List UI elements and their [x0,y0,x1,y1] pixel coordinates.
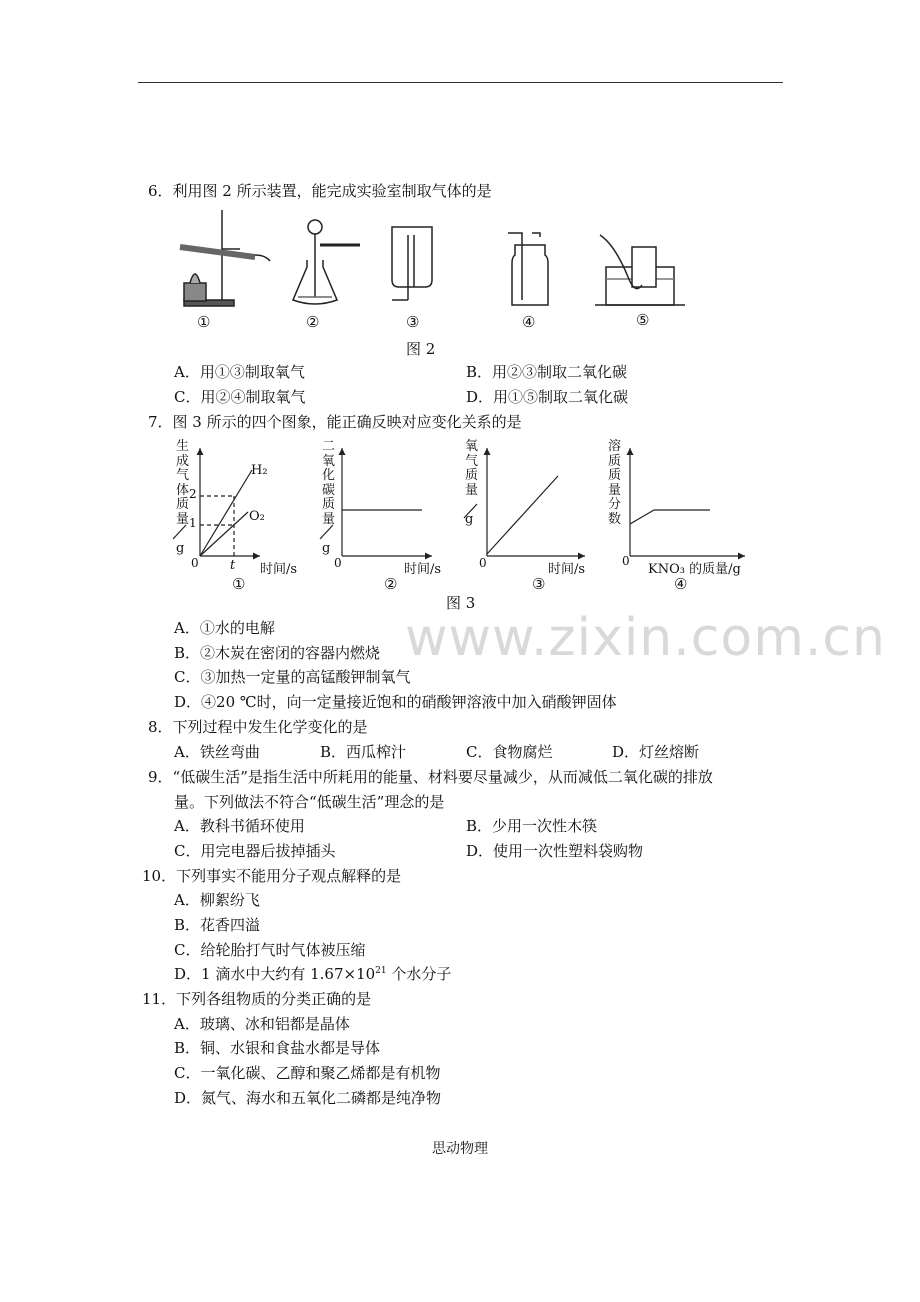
graph3-ylabel: 氧 气 质 量 g [465,439,479,527]
o2-line [200,512,248,556]
graph1-origin: 0 [191,556,199,570]
graph1-t-label: t [230,558,236,573]
q9-option-d: D．使用一次性塑料袋购物 [466,842,644,860]
q10-option-d: D．1 滴水中大约有 $1.67\times 10^{21}$ 个水分子 [174,965,452,983]
apparatus-1-icon [180,210,270,306]
label-4: ④ [522,313,536,331]
q6-option-d: D．用①⑤制取二氧化碳 [466,388,629,406]
graph-3 [464,448,585,556]
label-5: ⑤ [636,311,650,329]
label-3: ③ [406,313,420,331]
q10-option-b: B．花香四溢 [174,916,261,934]
graph2-number: ② [384,575,398,593]
graph-2 [320,448,432,556]
q6-stem: 6．利用图 2 所示装置，能完成实验室制取气体的是 [148,182,492,200]
q8-option-b: B．西瓜榨汁 [320,743,407,761]
q7-option-d: D．④20 ℃时，向一定量接近饱和的硝酸钾溶液中加入硝酸钾固体 [174,693,617,711]
q8-option-a: A．铁丝弯曲 [174,743,260,761]
graph3-origin: 0 [479,556,487,570]
label-2: ② [306,313,320,331]
q7-option-a: A．①水的电解 [174,619,275,637]
q11-option-d: D．氮气、海水和五氧化二磷都是纯净物 [174,1089,442,1107]
q9-option-c: C．用完电器后拔掉插头 [174,842,336,860]
q11-option-a: A．玻璃、冰和铝都是晶体 [174,1015,350,1033]
q11-option-b: B．铜、水银和食盐水都是导体 [174,1039,381,1057]
q6-option-a: A．用①③制取氧气 [174,363,305,381]
header-rule [138,82,783,83]
graph1-tick-2: 2 [189,487,197,501]
q9-option-a: A．教科书循环使用 [174,817,305,835]
q9-stem-line1: 9．“低碳生活”是指生活中所耗用的能量、材料要尽量减少，从而减低二氧化碳的排放 [148,768,713,786]
graph1-h2-label: H₂ [251,463,268,478]
q10-option-a: A．柳絮纷飞 [174,891,260,909]
graph2-xlabel: 时间/s [404,562,442,577]
q10-option-c: C．给轮胎打气时气体被压缩 [174,941,366,959]
q7-option-c: C．③加热一定量的高锰酸钾制氧气 [174,668,411,686]
apparatus-3-icon [392,227,432,300]
graph4-origin: 0 [622,554,630,568]
q6-option-b: B．用②③制取二氧化碳 [466,363,628,381]
graph3-number: ③ [532,575,546,593]
q8-option-d: D．灯丝熔断 [612,743,700,761]
q7-stem: 7．图 3 所示的四个图象，能正确反映对应变化关系的是 [148,413,522,431]
apparatus-2-icon [293,220,360,304]
figure-3-caption: 图 3 [446,594,476,612]
q8-stem: 8．下列过程中发生化学变化的是 [148,718,368,736]
graph2-origin: 0 [334,556,342,570]
h2-line [200,470,252,556]
figure-2-apparatus [170,205,690,335]
graph1-o2-label: O₂ [249,509,265,524]
graph1-tick-1: 1 [189,516,197,530]
q11-stem: 11．下列各组物质的分类正确的是 [142,990,372,1008]
q10-stem: 10．下列事实不能用分子观点解释的是 [142,867,402,885]
apparatus-4-icon [508,233,548,305]
watermark: www.zixin.com.cn [405,608,886,668]
q6-option-c: C．用②④制取氧气 [174,388,306,406]
q11-option-c: C．一氧化碳、乙醇和聚乙烯都是有机物 [174,1064,441,1082]
graph1-xlabel: 时间/s [260,562,298,577]
q9-option-b: B．少用一次性木筷 [466,817,598,835]
o2-mass-line [487,476,558,554]
graph4-ylabel: 溶 质 质 量 分 数 [608,439,622,527]
graph1-number: ① [232,575,246,593]
graph-4 [630,448,745,556]
q7-option-b: B．②木炭在密闭的容器内燃烧 [174,644,381,662]
figure-2-caption: 图 2 [406,340,436,358]
page-footer: 思动物理 [432,1141,488,1157]
fraction-line [630,510,710,524]
q8-option-c: C．食物腐烂 [466,743,553,761]
q9-stem-line2: 量。下列做法不符合“低碳生活”理念的是 [174,793,445,811]
graph4-number: ④ [674,575,688,593]
graph4-xlabel: KNO₃ 的质量/g [648,562,741,577]
graph1-ylabel: 生 成 气 体 质 量 g [176,439,190,556]
graph3-xlabel: 时间/s [548,562,586,577]
graph2-ylabel: 二 氧 化 碳 质 量 g [322,439,336,556]
label-1: ① [197,313,211,331]
apparatus-5-icon [595,235,685,305]
